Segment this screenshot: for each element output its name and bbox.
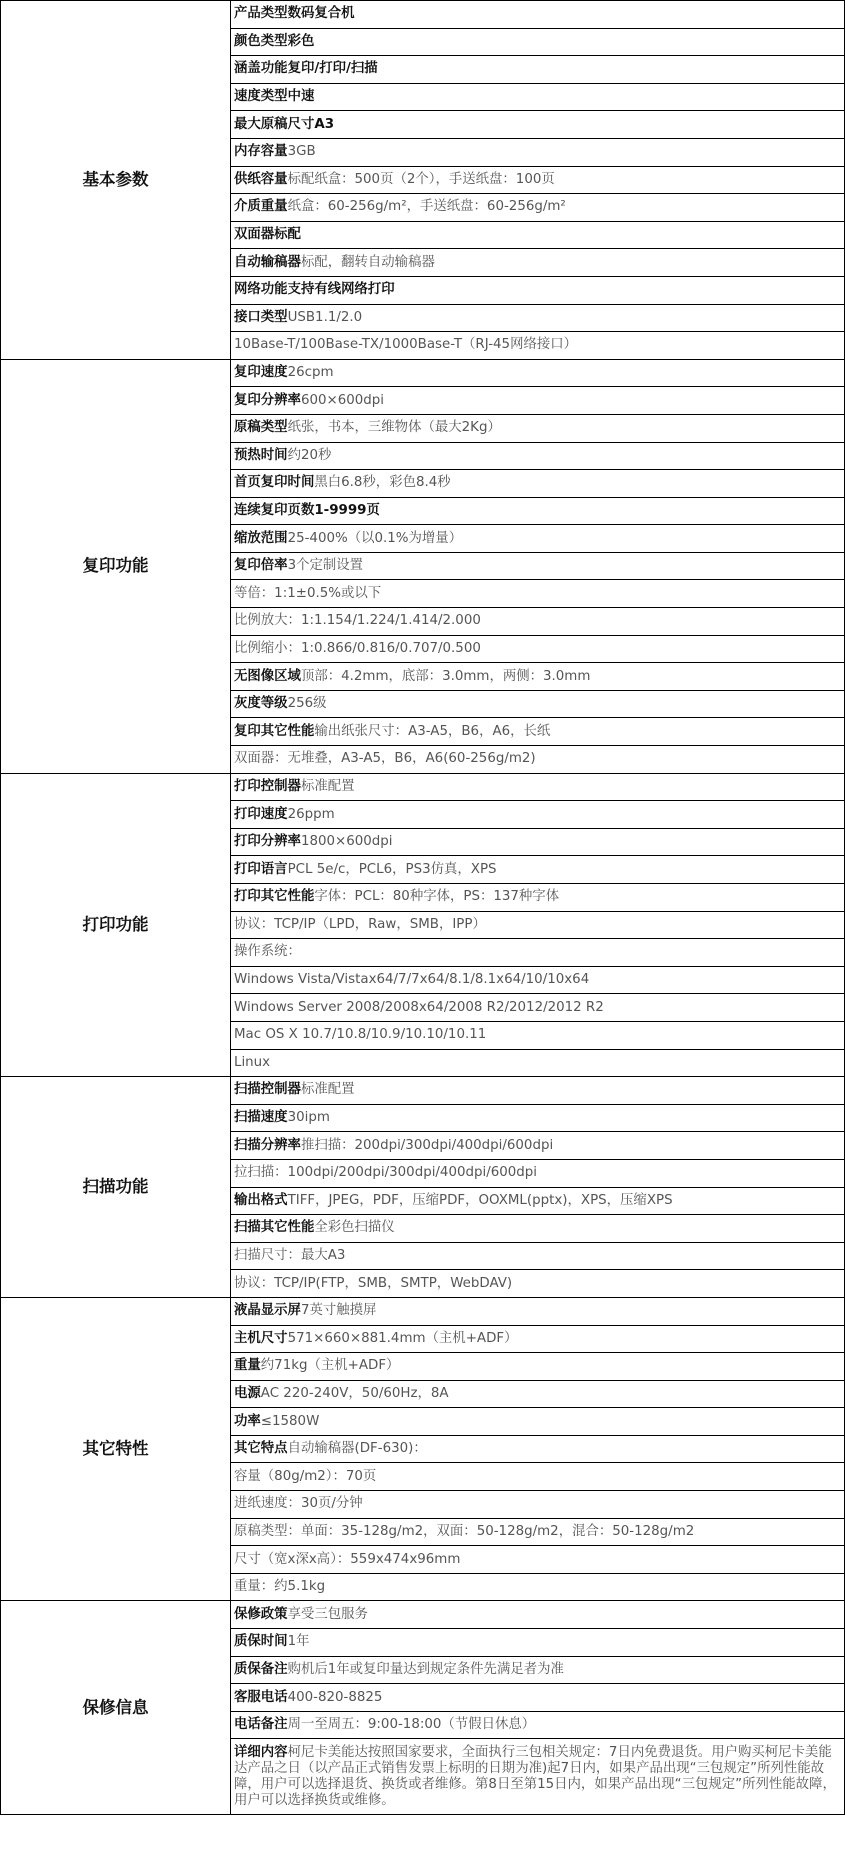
spec-label: 液晶显示屏 xyxy=(234,1303,301,1319)
section-title: 复印功能 xyxy=(1,359,231,773)
spec-value: 拉扫描：100dpi/200dpi/300dpi/400dpi/600dpi xyxy=(234,1165,538,1181)
spec-value-cell xyxy=(231,1,845,29)
spec-value-cell xyxy=(231,994,845,1022)
spec-label: 电话备注 xyxy=(234,1717,288,1733)
spec-value-cell xyxy=(231,828,845,856)
spec-label: 重量 xyxy=(234,1358,261,1374)
spec-label: 打印语言 xyxy=(234,861,288,877)
spec-value-cell xyxy=(231,414,845,442)
spec-label: 电源 xyxy=(234,1385,261,1401)
spec-row xyxy=(1,1077,845,1105)
spec-value: 等倍：1:1±0.5%或以下 xyxy=(234,585,382,601)
spec-value-cell xyxy=(231,856,845,884)
spec-value-cell xyxy=(231,1049,845,1077)
spec-value: 复印/打印/扫描 xyxy=(287,61,378,77)
spec-value-cell xyxy=(231,884,845,912)
spec-label: 网络功能 xyxy=(234,282,288,298)
spec-label: 无图像区域 xyxy=(234,668,301,684)
spec-value: 26cpm xyxy=(287,365,334,381)
section-title: 保修信息 xyxy=(1,1601,231,1815)
spec-label: 介质重量 xyxy=(234,199,288,215)
spec-value: 约20秒 xyxy=(287,447,332,463)
spec-value-cell xyxy=(231,1187,845,1215)
spec-value-cell xyxy=(231,1159,845,1187)
spec-value: 1800×600dpi xyxy=(300,834,393,850)
spec-label: 主机尺寸 xyxy=(234,1330,288,1346)
spec-value: 推扫描：200dpi/300dpi/400dpi/600dpi xyxy=(300,1137,554,1153)
spec-value: PCL 5e/c，PCL6，PS3仿真，XPS xyxy=(287,861,497,877)
spec-label: 扫描其它性能 xyxy=(234,1220,315,1236)
spec-value: 尺寸（宽x深x高）：559x474x96mm xyxy=(234,1551,461,1567)
spec-value-cell xyxy=(231,1546,845,1574)
spec-value: 字体：PCL：80种字体，PS：137种字体 xyxy=(314,889,560,905)
spec-value: 标配纸盒：500页（2个），手送纸盘：100页 xyxy=(287,171,555,187)
spec-value-cell xyxy=(231,608,845,636)
spec-value: A3 xyxy=(314,116,335,132)
spec-value: 标准配置 xyxy=(300,1082,355,1098)
spec-value-cell xyxy=(231,525,845,553)
spec-value-cell xyxy=(231,83,845,111)
spec-label: 速度类型 xyxy=(234,89,288,105)
spec-value-cell xyxy=(231,249,845,277)
spec-value-cell xyxy=(231,387,845,415)
spec-value: 支持有线网络打印 xyxy=(287,282,395,298)
spec-label: 扫描速度 xyxy=(234,1110,288,1126)
spec-value-cell xyxy=(231,746,845,774)
spec-value: 3个定制设置 xyxy=(287,558,364,574)
spec-value-cell xyxy=(231,773,845,801)
spec-label: 缩放范围 xyxy=(234,530,288,546)
spec-value-cell xyxy=(231,497,845,525)
spec-value: 彩色 xyxy=(287,33,315,49)
spec-label: 打印其它性能 xyxy=(234,889,315,905)
spec-label: 复印分辨率 xyxy=(234,392,301,408)
spec-label: 详细内容 xyxy=(234,1744,288,1760)
spec-value-cell xyxy=(231,1491,845,1519)
spec-value-cell xyxy=(231,1242,845,1270)
spec-value: Windows Server 2008/2008x64/2008 R2/2012/2012 R2 xyxy=(234,999,604,1015)
spec-value-cell xyxy=(231,911,845,939)
spec-value-cell xyxy=(231,1656,845,1684)
spec-value-cell xyxy=(231,194,845,222)
spec-value: ≤1580W xyxy=(260,1413,320,1429)
spec-value: 全彩色扫描仪 xyxy=(314,1220,395,1236)
spec-value: 10Base-T/100Base-TX/1000Base-T（RJ-45网络接口） xyxy=(234,337,578,353)
spec-row xyxy=(1,1601,845,1629)
spec-value-cell xyxy=(231,966,845,994)
spec-value: 571×660×881.4mm（主机+ADF） xyxy=(287,1330,518,1346)
spec-value-cell xyxy=(231,663,845,691)
spec-value-cell xyxy=(231,304,845,332)
spec-value-cell xyxy=(231,580,845,608)
spec-value-cell xyxy=(231,276,845,304)
spec-value: Windows Vista/Vistax64/7/7x64/8.1/8.1x64/10/10x64 xyxy=(234,972,590,988)
spec-value: 协议：TCP/IP（LPD，Raw，SMB，IPP） xyxy=(234,916,486,932)
spec-value-cell xyxy=(231,1711,845,1739)
spec-value: 重量：约5.1kg xyxy=(234,1579,326,1595)
section-title: 打印功能 xyxy=(1,773,231,1077)
spec-label: 复印速度 xyxy=(234,365,288,381)
spec-value-cell xyxy=(231,1325,845,1353)
spec-label: 质保时间 xyxy=(234,1634,288,1650)
spec-value-cell xyxy=(231,442,845,470)
spec-value: 享受三包服务 xyxy=(287,1606,368,1622)
spec-value: 纸张，书本，三维物体（最大2Kg） xyxy=(287,420,501,436)
spec-value-cell xyxy=(231,718,845,746)
spec-value: 进纸速度：30页/分钟 xyxy=(234,1496,363,1512)
spec-value: 标配 xyxy=(274,227,301,243)
spec-label: 打印分辨率 xyxy=(234,834,301,850)
spec-value-cell xyxy=(231,1021,845,1049)
spec-value-cell xyxy=(231,1270,845,1298)
spec-value-cell xyxy=(231,635,845,663)
spec-label: 客服电话 xyxy=(234,1689,288,1705)
spec-label: 产品类型 xyxy=(234,6,288,22)
section-title: 其它特性 xyxy=(1,1297,231,1601)
spec-value: 400-820-8825 xyxy=(287,1689,383,1705)
spec-value: 协议：TCP/IP(FTP，SMB，SMTP，WebDAV) xyxy=(234,1275,513,1291)
spec-value: 1-9999页 xyxy=(314,502,380,518)
spec-label: 功率 xyxy=(234,1413,261,1429)
spec-value: Mac OS X 10.7/10.8/10.9/10.10/10.11 xyxy=(234,1027,487,1043)
spec-value-cell xyxy=(231,939,845,967)
spec-value: 双面器：无堆叠，A3-A5，B6，A6(60-256g/m2) xyxy=(234,751,536,767)
spec-value: 自动输稿器(DF-630)： xyxy=(287,1441,427,1457)
spec-value: 顶部：4.2mm，底部：3.0mm，两侧：3.0mm xyxy=(300,668,591,684)
spec-value-cell xyxy=(231,359,845,387)
spec-value-cell xyxy=(231,166,845,194)
spec-value: 纸盒：60-256g/m²，手送纸盘：60-256g/m² xyxy=(287,199,566,215)
spec-row xyxy=(1,773,845,801)
spec-label: 扫描分辨率 xyxy=(234,1137,301,1153)
spec-label: 双面器 xyxy=(234,227,275,243)
spec-row xyxy=(1,359,845,387)
spec-value: 26ppm xyxy=(287,806,335,822)
spec-label: 复印倍率 xyxy=(234,558,288,574)
spec-value-cell xyxy=(231,552,845,580)
spec-label: 内存容量 xyxy=(234,144,288,160)
spec-value: 周一至周五：9:00-18:00（节假日休息） xyxy=(287,1717,536,1733)
spec-label: 自动输稿器 xyxy=(234,254,301,270)
spec-label: 质保备注 xyxy=(234,1661,288,1677)
spec-label: 首页复印时间 xyxy=(234,475,315,491)
spec-value: 容量（80g/m2）：70页 xyxy=(234,1468,377,1484)
spec-value: 标准配置 xyxy=(300,778,355,794)
spec-value-cell xyxy=(231,470,845,498)
spec-value: TIFF，JPEG，PDF，压缩PDF，OOXML(pptx)，XPS，压缩XPS xyxy=(287,1192,673,1208)
spec-value-cell xyxy=(231,28,845,56)
spec-label: 保修政策 xyxy=(234,1606,288,1622)
spec-value-cell xyxy=(231,1435,845,1463)
spec-value-cell xyxy=(231,801,845,829)
spec-value: 输出纸张尺寸：A3-A5，B6，A6，长纸 xyxy=(314,723,551,739)
spec-value: 中速 xyxy=(287,89,315,105)
spec-label: 灰度等级 xyxy=(234,696,288,712)
spec-value-cell xyxy=(231,1408,845,1436)
spec-value: 标配，翻转自动输稿器 xyxy=(300,254,435,270)
spec-value: 25-400%（以0.1%为增量） xyxy=(287,530,463,546)
spec-value: AC 220-240V，50/60Hz，8A xyxy=(260,1385,449,1401)
spec-value-cell xyxy=(231,138,845,166)
spec-value-cell xyxy=(231,1573,845,1601)
spec-value-cell xyxy=(231,1739,845,1815)
spec-label: 供纸容量 xyxy=(234,171,288,187)
spec-label: 涵盖功能 xyxy=(234,61,288,77)
spec-label: 预热时间 xyxy=(234,447,288,463)
spec-value: 扫描尺寸：最大A3 xyxy=(234,1248,346,1264)
spec-value: 256级 xyxy=(287,696,327,712)
spec-value-cell xyxy=(231,1629,845,1657)
spec-value-cell xyxy=(231,1132,845,1160)
spec-value: 3GB xyxy=(287,144,316,160)
spec-value: 600×600dpi xyxy=(300,392,385,408)
spec-value-cell xyxy=(231,221,845,249)
section-title: 基本参数 xyxy=(1,1,231,360)
spec-value-cell xyxy=(231,1297,845,1325)
spec-label: 接口类型 xyxy=(234,309,288,325)
spec-value: USB1.1/2.0 xyxy=(287,309,363,325)
spec-value-cell xyxy=(231,1077,845,1105)
spec-value-cell xyxy=(231,1684,845,1712)
spec-row xyxy=(1,1,845,29)
spec-label: 输出格式 xyxy=(234,1192,288,1208)
spec-value-cell xyxy=(231,111,845,139)
spec-value: 柯尼卡美能达按照国家要求，全面执行三包相关规定：7日内免费退货。用户购买柯尼卡美能达产品之日（以产品正式销售发票上标明的日期为准)起7日内，如果产品出现“三包规定”所列性能故障，用户可以选择退货、换货或者维修。第8日至第15日内，如果产品出现“三包规定”所列性能故障，用户可以选择换货或维修。 xyxy=(234,1744,836,1808)
spec-value: 约71kg（主机+ADF） xyxy=(260,1358,400,1374)
spec-value: 比例放大：1:1.154/1.224/1.414/2.000 xyxy=(234,613,481,629)
spec-value: 原稿类型：单面：35-128g/m2，双面：50-128g/m2，混合：50-128g/m2 xyxy=(234,1523,695,1539)
spec-label: 最大原稿尺寸 xyxy=(234,116,315,132)
spec-label: 其它特点 xyxy=(234,1441,288,1457)
spec-value: 黑白6.8秒，彩色8.4秒 xyxy=(314,475,451,491)
spec-value: 1年 xyxy=(287,1634,310,1650)
spec-value: 购机后1年或复印量达到规定条件先满足者为准 xyxy=(287,1661,564,1677)
spec-label: 连续复印页数 xyxy=(234,502,315,518)
spec-label: 打印控制器 xyxy=(234,778,301,794)
spec-value-cell xyxy=(231,1215,845,1243)
spec-value-cell xyxy=(231,1104,845,1132)
spec-value-cell xyxy=(231,1380,845,1408)
spec-value-cell xyxy=(231,56,845,84)
spec-value-cell xyxy=(231,332,845,360)
spec-label: 颜色类型 xyxy=(234,33,288,49)
spec-value-cell xyxy=(231,1601,845,1629)
spec-value: Linux xyxy=(234,1054,271,1070)
spec-label: 打印速度 xyxy=(234,806,288,822)
spec-label: 原稿类型 xyxy=(234,420,288,436)
spec-value: 数码复合机 xyxy=(287,6,355,22)
spec-label: 复印其它性能 xyxy=(234,723,315,739)
section-title: 扫描功能 xyxy=(1,1077,231,1298)
spec-value: 30ipm xyxy=(287,1110,330,1126)
spec-value: 操作系统： xyxy=(234,944,301,960)
spec-label: 扫描控制器 xyxy=(234,1082,301,1098)
spec-value-cell xyxy=(231,1518,845,1546)
spec-value: 7英寸触摸屏 xyxy=(300,1303,377,1319)
spec-row xyxy=(1,1297,845,1325)
spec-value-cell xyxy=(231,1463,845,1491)
spec-value: 比例缩小：1:0.866/0.816/0.707/0.500 xyxy=(234,640,481,656)
spec-value-cell xyxy=(231,1353,845,1381)
spec-value-cell xyxy=(231,690,845,718)
